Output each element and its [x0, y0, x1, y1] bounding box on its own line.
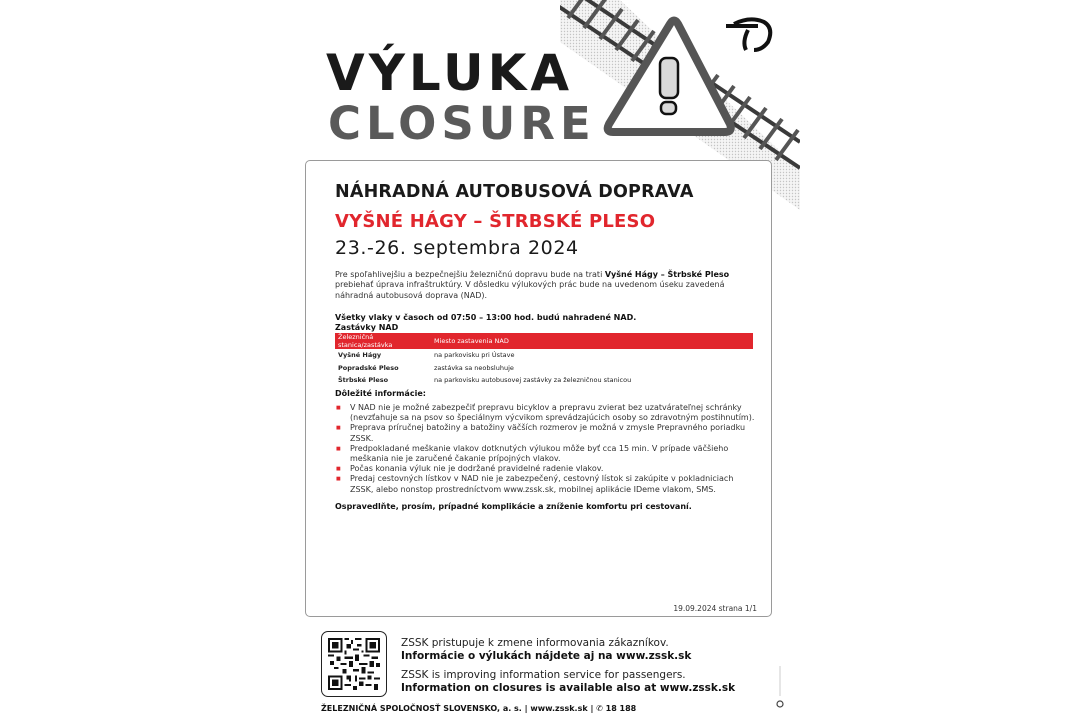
footer-sk-line2: Informácie o výlukách nájdete aj na www.zssk.sk — [401, 650, 692, 662]
list-item: ■ Predpokladané meškanie vlakov dotknutých výlukou môže byť cca 15 min. V prípade väčšieho meškania nie je zaručené čakanie prípojných vlakov. — [335, 444, 755, 464]
footer-en-line1: ZSSK is improving information service for passengers. — [401, 669, 686, 681]
important-info-title: Dôležité informácie: — [335, 389, 426, 398]
poster-title: VÝLUKA — [326, 44, 574, 102]
intro-text-end: prebiehať úprava infraštruktúry. V dôsledku výlukových prác bude na uvedenom úseku zavedená náhradná autobusová doprava (NAD). — [335, 280, 725, 300]
apology-text: Ospravedlňte, prosím, prípadné komplikácie a zníženie komfortu pri cestovaní. — [335, 502, 692, 511]
table-row — [335, 362, 753, 375]
exclamation-icon — [660, 58, 678, 114]
poster-subtitle: CLOSURE — [328, 97, 596, 150]
table-cell-station: Popradské Pleso — [338, 363, 399, 372]
side-marker-icon — [776, 666, 784, 710]
list-item: ■ Preprava príručnej batožiny a batožiny väčších rozmerov je možná v zmysle Prepravného poriadku ZSSK. — [335, 423, 755, 443]
closure-notice-card — [305, 160, 772, 617]
list-item: ■ V NAD nie je možné zabezpečiť prepravu bicyklov a prepravu zvierat bez uzatvárateľnej schránky (nevzťahuje sa na psov so špeciálnym výcvikom sprevádzajúcich osoby so zdravotným postihnutím). — [335, 403, 755, 423]
footer-en-line2: Information on closures is available also at www.zssk.sk — [401, 682, 736, 694]
replacement-notice: Všetky vlaky v časoch od 07:50 – 13:00 hod. budú nahradené NAD. — [335, 313, 637, 322]
intro-text: Pre spoľahlivejšiu a bezpečnejšiu železničnú dopravu bude na trati — [335, 270, 605, 279]
important-info-list — [335, 403, 755, 495]
table-cell-place: zastávka sa neobsluhuje — [434, 363, 514, 372]
company-footer: ŽELEZNIČNÁ SPOLOČNOSŤ SLOVENSKO, a. s. | www.zssk.sk | ✆ 18 188 — [321, 704, 637, 713]
table-cell-place: na parkovisku autobusovej zastávky za železničnou stanicou — [434, 376, 632, 385]
table-row — [335, 374, 753, 387]
page-footer-date: 19.09.2024 strana 1/1 — [673, 604, 757, 613]
intro-route: Vyšné Hágy – Štrbské Pleso — [604, 270, 730, 279]
list-item: ■ Počas konania výluk nie je dodržané pravidelné radenie vlakov. — [335, 464, 755, 474]
table-header-row — [335, 333, 753, 349]
table-cell-station: Vyšné Hágy — [338, 351, 382, 360]
footer-sk-line1: ZSSK pristupuje k zmene informovania zákazníkov. — [401, 637, 669, 649]
qr-code-icon — [328, 638, 380, 690]
list-item: ■ Predaj cestovných lístkov v NAD nie je zabezpečený, cestovný lístok si zakúpite v pokladniciach ZSSK, alebo nonstop prostredníctvom www.zssk.sk, mobilnej aplikácie IDeme vlakom, SMS. — [335, 474, 755, 494]
table-row — [335, 349, 753, 362]
notice-dates: 23.-26. septembra 2024 — [335, 237, 579, 259]
notice-route: VYŠNÉ HÁGY – ŠTRBSKÉ PLESO — [335, 211, 656, 232]
table-header-place: Miesto zastavenia NAD — [431, 333, 753, 349]
qr-code[interactable] — [321, 631, 387, 697]
table-cell-station: Štrbské Pleso — [338, 376, 389, 385]
table-header-station: Železničná stanica/zastávka — [335, 333, 431, 349]
table-cell-place: na parkovisku pri Ústave — [434, 351, 515, 360]
stops-title: Zastávky NAD — [335, 323, 399, 332]
notice-heading: NÁHRADNÁ AUTOBUSOVÁ DOPRAVA — [335, 182, 694, 202]
intro-paragraph — [335, 270, 755, 301]
zssk-logo-icon — [724, 16, 776, 52]
stops-table — [335, 333, 753, 387]
